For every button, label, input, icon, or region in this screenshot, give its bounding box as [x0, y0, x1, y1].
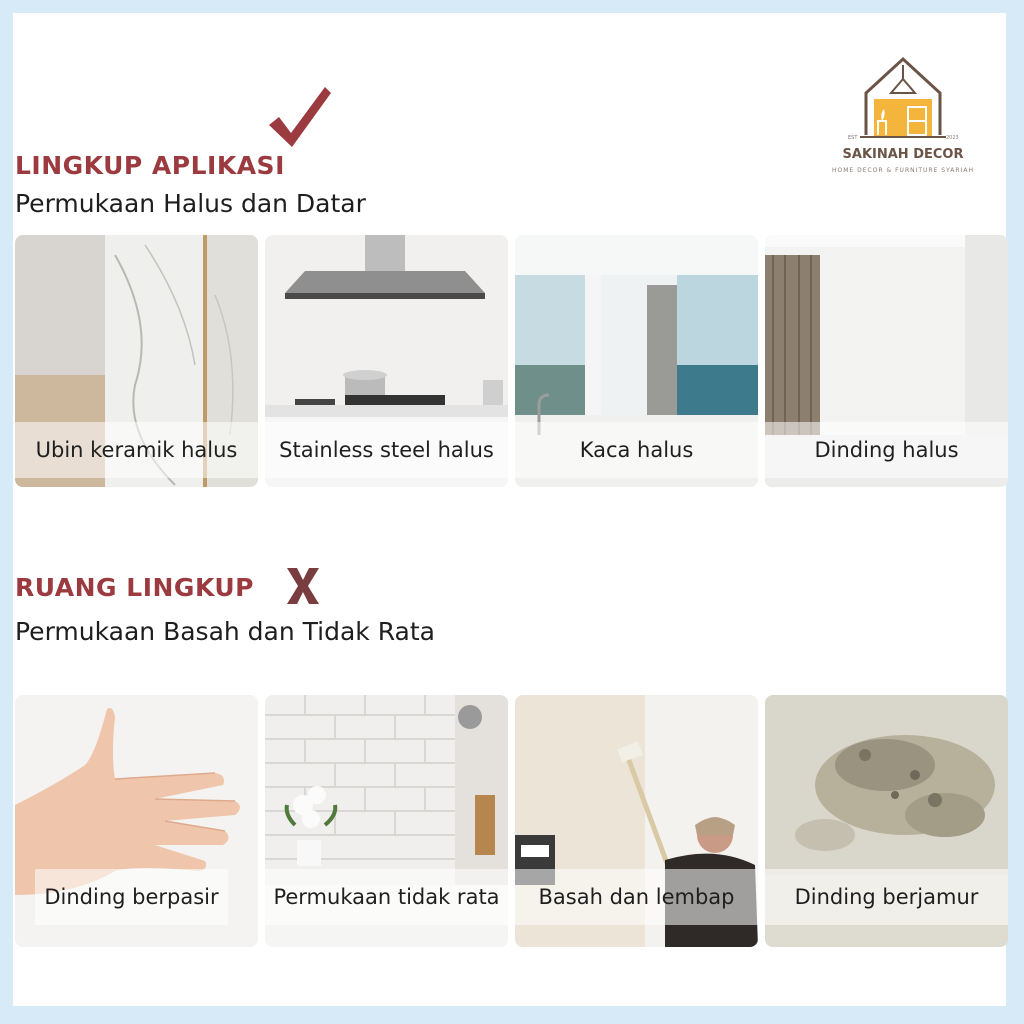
- tile-wet: [515, 695, 758, 947]
- checkmark-icon: [265, 83, 335, 151]
- brand-logo: [828, 55, 978, 180]
- brand-name: SAKINAH DECOR: [842, 147, 964, 162]
- tile-sandy-wall: [15, 695, 258, 947]
- tile-label-ceramic: Ubin keramik halus: [35, 438, 238, 462]
- tile-uneven: [265, 695, 508, 947]
- tile-caption: [515, 869, 758, 925]
- logo-est-year: 2023: [946, 135, 959, 141]
- brand-tagline: HOME DECOR & FURNITURE SYARIAH: [832, 167, 974, 174]
- tile-label-glass: Kaca halus: [579, 438, 694, 462]
- tile-caption: [265, 422, 508, 478]
- suitable-heading: LINGKUP APLIKASI: [15, 151, 285, 180]
- tile-stainless: [265, 235, 508, 487]
- tile-smooth-wall: [765, 235, 1008, 487]
- tile-label-wet: Basah dan lembap: [538, 885, 735, 909]
- tile-caption: [35, 869, 228, 925]
- x-mark-icon: [285, 566, 321, 606]
- tile-label-smooth-wall: Dinding halus: [814, 438, 959, 462]
- page-frame: [13, 13, 1006, 1006]
- unsuitable-subheading: Permukaan Basah dan Tidak Rata: [15, 617, 435, 646]
- tile-caption: [765, 422, 1008, 478]
- tile-caption: [15, 422, 258, 478]
- tile-moldy: [765, 695, 1008, 947]
- tile-glass: [515, 235, 758, 487]
- tile-label-moldy: Dinding berjamur: [794, 885, 979, 909]
- tile-label-stainless: Stainless steel halus: [279, 438, 494, 462]
- tile-caption: [265, 869, 508, 925]
- tile-caption: [765, 869, 1008, 925]
- tile-label-sandy-wall: Dinding berpasir: [44, 885, 219, 909]
- tile-label-uneven: Permukaan tidak rata: [273, 885, 500, 909]
- suitable-subheading: Permukaan Halus dan Datar: [15, 189, 366, 218]
- tile-ceramic: [15, 235, 258, 487]
- tile-caption: [515, 422, 758, 478]
- unsuitable-heading: RUANG LINGKUP: [15, 573, 255, 602]
- logo-est-label: EST: [848, 135, 858, 141]
